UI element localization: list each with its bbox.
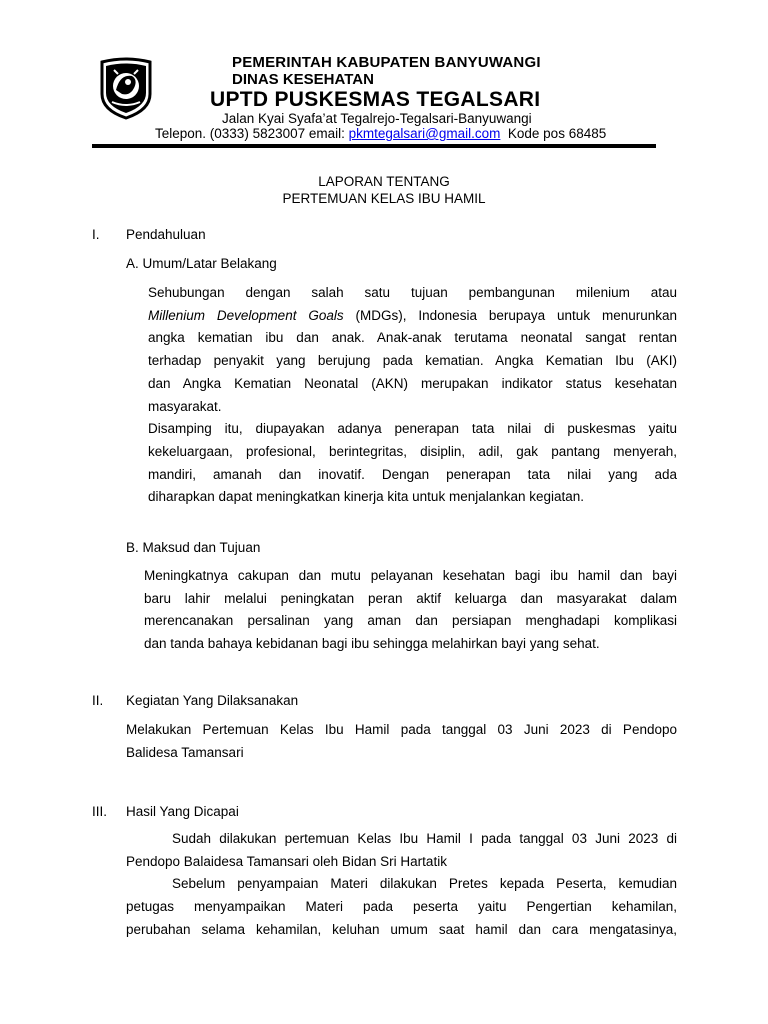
text-line: Sudah dilakukan pertemuan Kelas Ibu Hamil I pada tanggal 03 Juni 2023 di <box>172 831 677 846</box>
text-run: (MDGs), Indonesia berupaya untuk menurunkan <box>343 307 678 323</box>
section-heading: Pendahuluan <box>126 227 206 242</box>
text-line: Sehubungan dengan salah satu tujuan pembangunan milenium atau <box>148 285 677 300</box>
section-number: II. <box>92 693 104 708</box>
text-line: mandiri, amanah dan inovatif. Dengan penerapan tata nilai yang ada <box>148 466 677 482</box>
italic-term: Millenium Development Goals <box>148 307 344 323</box>
text-line: dan tanda bahaya kebidanan bagi ibu sehingga melahirkan bayi yang sehat. <box>144 636 600 652</box>
text-line: dan Angka Kematian Neonatal (AKN) merupakan indikator status kesehatan <box>148 375 677 391</box>
section-number: III. <box>92 804 108 819</box>
institution-name: UPTD PUSKESMAS TEGALSARI <box>210 88 541 111</box>
text-line: Melakukan Pertemuan Kelas Ibu Hamil pada tanggal 03 Juni 2023 di Pendopo <box>126 722 677 737</box>
section-heading: Kegiatan Yang Dilaksanakan <box>126 693 299 708</box>
text-line: baru lahir melalui peningkatan peran aktif keluarga dan masyarakat dalam <box>144 590 677 606</box>
text-line: petugas menyampaikan Materi pada peserta yaitu Pengertian kehamilan, <box>126 899 677 915</box>
text-line: Sebelum penyampaian Materi dilakukan Pretes kepada Peserta, kemudian <box>172 876 677 892</box>
text-line: Balidesa Tamansari <box>126 744 244 760</box>
subsection-heading: A. Umum/Latar Belakang <box>126 256 277 271</box>
paragraph-purpose <box>144 565 677 656</box>
text-line: angka kematian ibu dan anak. Anak-anak terutama neonatal sangat rentan <box>148 330 677 346</box>
text-line: terhadap penyakit yang berujung pada kematian. Angka Kematian Ibu (AKI) <box>148 353 677 369</box>
postcode-text: Kode pos 68485 <box>500 126 607 141</box>
paragraph-activity <box>126 719 677 764</box>
government-name: PEMERINTAH KABUPATEN BANYUWANGI <box>232 54 541 71</box>
section-number: I. <box>92 227 100 242</box>
text-line: kekeluargaan, profesional, berintegritas, disiplin, adil, gak pantang menyerah, <box>148 443 677 459</box>
text-line: diharapkan dapat meningkatkan kinerja kita untuk menjalankan kegiatan. <box>148 489 585 505</box>
text-line <box>148 305 677 328</box>
paragraph-background <box>148 282 677 509</box>
text-line: Pendopo Balaidesa Tamansari oleh Bidan Sri Hartatik <box>126 853 447 869</box>
address-line: Jalan Kyai Syafa’at Tegalrejo-Tegalsari-Banyuwangi <box>222 111 532 126</box>
paragraph-results <box>126 828 677 942</box>
section-heading: Hasil Yang Dicapai <box>126 804 239 819</box>
shield-crest-icon <box>94 56 158 120</box>
contact-line <box>155 126 606 141</box>
department-name: DINAS KESEHATAN <box>232 71 374 88</box>
report-subtitle: PERTEMUAN KELAS IBU HAMIL <box>282 191 486 206</box>
text-line: merencanakan persalinan yang aman dan persiapan menghadapi komplikasi <box>144 613 677 629</box>
subsection-heading: B. Maksud dan Tujuan <box>126 540 261 555</box>
report-title: LAPORAN TENTANG <box>318 174 450 189</box>
text-line: Meningkatnya cakupan dan mutu pelayanan kesehatan bagi ibu hamil dan bayi <box>144 568 677 583</box>
text-line: Disamping itu, diupayakan adanya penerapan tata nilai di puskesmas yaitu <box>148 421 677 437</box>
letterhead-divider <box>92 144 656 148</box>
email-link[interactable]: pkmtegalsari@gmail.com <box>348 126 501 141</box>
phone-text: Telepon. (0333) 5823007 email: <box>155 126 349 141</box>
text-line: perubahan selama kehamilan, keluhan umum saat hamil dan cara mengatasinya, <box>126 921 677 937</box>
text-line: masyarakat. <box>148 398 222 414</box>
